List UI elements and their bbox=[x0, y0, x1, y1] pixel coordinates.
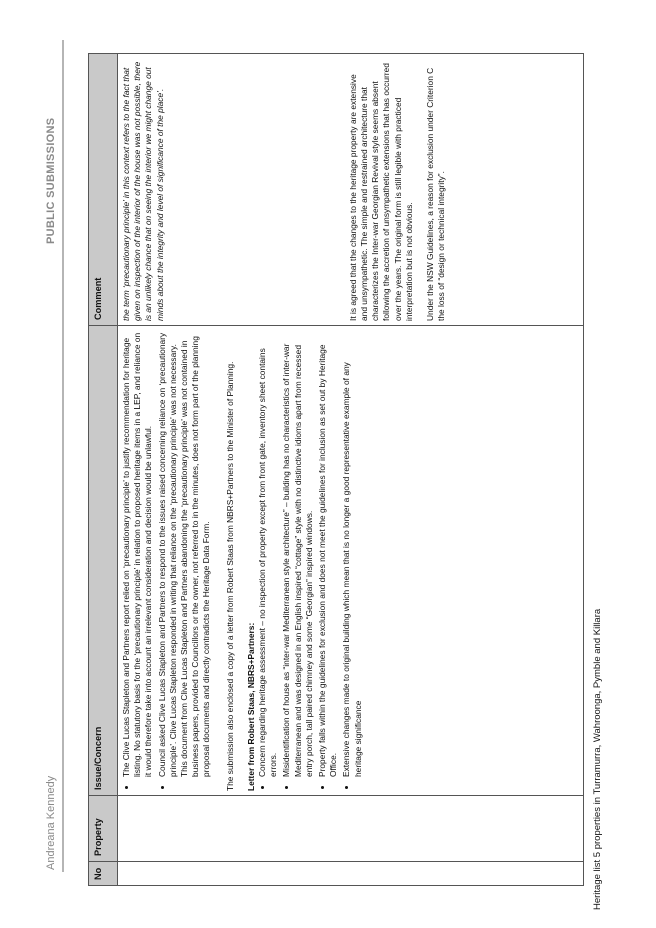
author-name: Andreana Kennedy bbox=[45, 775, 57, 870]
comment-italic-paragraph: the term ‘precautionary principle’ in this context refers to the fact that given on inspection of the interior of the house was not possible, there is an unlikely chance that on seeing the interior we might change out minds about the integrity and level of significance of the place’. bbox=[121, 61, 165, 321]
submissions-table-wrapper bbox=[88, 54, 584, 886]
cell-no bbox=[118, 862, 584, 886]
list-item: • Council asked Clive Lucas Stapleton and Partners to respond to the issues raised concerning reliance on ‘precautionary principle’. Clive Lucas Stapleton responded in writing that reliance on the ‘precautionary principle’ was not necessary. This document from Clive Lucas Stapleton and Partners abandoning the ‘precautionary principle’ was not contained in business papers, provided to Councillors or the owner, not referred to in the minutes, does not form part of the planning proposal documents and directly contradicts the Heritage Data Form. bbox=[157, 330, 213, 777]
cell-issue bbox=[118, 326, 584, 796]
list-item: • Concern regarding heritage assessment – no inspection of property except from front gate, inventory sheet contains errors. bbox=[257, 330, 279, 777]
column-header-no: No bbox=[89, 862, 118, 886]
issue-bullet-list-2 bbox=[257, 330, 364, 791]
column-header-comment: Comment bbox=[89, 54, 118, 326]
page-title: PUBLIC SUBMISSIONS bbox=[45, 117, 57, 244]
footer-note: Heritage list 5 properties in Turramurra, Wahroonga, Pymble and Killara bbox=[592, 608, 603, 910]
table-header-row bbox=[89, 54, 118, 886]
list-item: • The Clive Lucas Stapleton and Partners report relied on ‘precautionary principle’ to justify recommendation for heritage listing. No statutory basis for the ‘precautionary principle’ in relation to proposed heritage items in a LEP, and reliance on it would therefore take into account an irrelevant consideration and decision would be unlawful. bbox=[121, 330, 155, 777]
cell-property bbox=[118, 796, 584, 862]
list-item: • Extensive changes made to original building which mean that is no longer a good representative example of any heritage significance bbox=[341, 330, 363, 777]
issue-paragraph: The submission also enclosed a copy of a letter from Robert Staas from NBRS+Partners to the Minister of Planning. bbox=[224, 361, 235, 791]
column-header-issue: Issue/Concern bbox=[89, 326, 118, 796]
column-header-property: Property bbox=[89, 796, 118, 862]
submissions-table bbox=[88, 53, 584, 886]
list-item: • Property falls within the guidelines for exclusion and does not meet the guidelines for inclusion as set out by Heritage Office. bbox=[317, 330, 339, 777]
letter-heading: Letter from Robert Staas, NBRS+Partners: bbox=[245, 622, 256, 791]
header-rule bbox=[62, 40, 64, 872]
comment-paragraph: It is agreed that the changes to the heritage property are extensive and unsympathetic. The simple and restrained architecture that characterizes the Inter-war Georgian Revival style seems absent following the accretion of unsympathetic extensions that has occurred over the years. The original form is still legible with practiced interpretation but is not obvious. bbox=[347, 63, 414, 321]
cell-comment bbox=[118, 54, 584, 326]
issue-bullet-list-1 bbox=[121, 330, 213, 791]
comment-paragraph: Under the NSW Guidelines, a reason for exclusion under Criterion C the loss of “design or technical integrity”. bbox=[425, 67, 447, 321]
table-row bbox=[118, 54, 584, 886]
list-item: • Misidentification of house as “inter-war Mediterranean style architecture” – building has no characteristics of inter-war Mediterranean and was designed in an English inspired “cottage” style with no distinctive idioms apart from recessed entry porch, tall paired chimney and some “Georgian” inspired windows. bbox=[281, 330, 315, 777]
